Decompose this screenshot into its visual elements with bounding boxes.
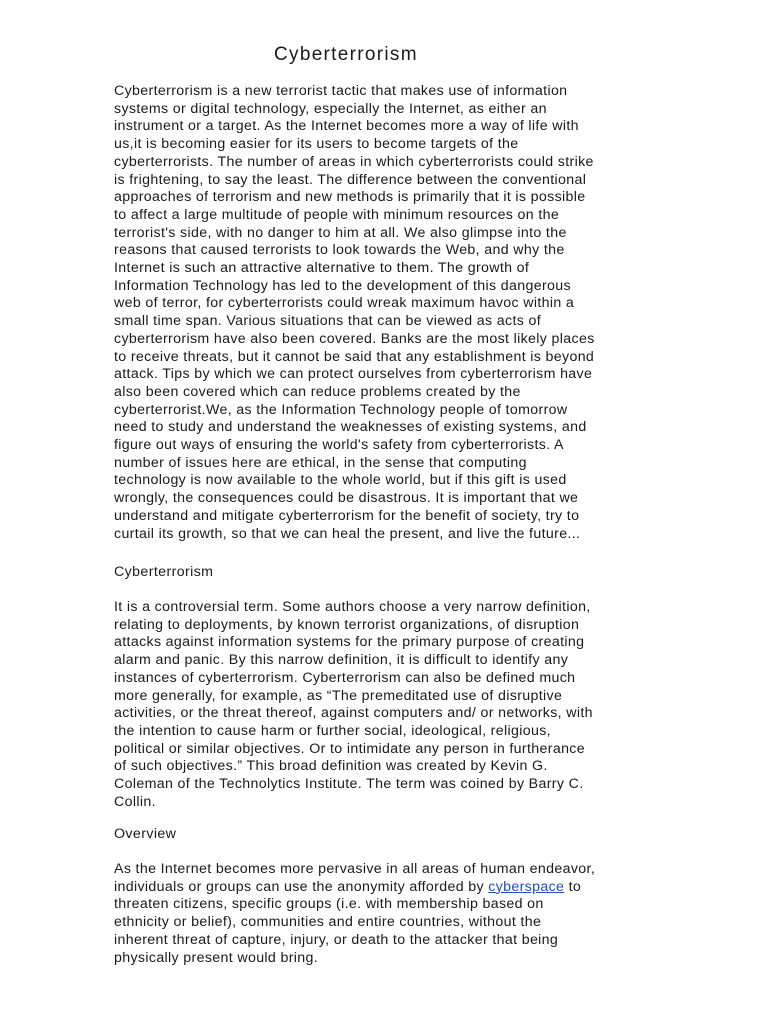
text-line: curtail its growth, so that we can heal the present, and live the future... <box>114 525 581 542</box>
text-line: instrument or a target. As the Internet becomes more a way of life with <box>114 118 579 135</box>
text-line: alarm and panic. By this narrow definition, it is difficult to identify any <box>114 652 569 669</box>
text-line: It is a controversial term. Some authors choose a very narrow definition, <box>114 599 591 615</box>
text-line: approaches of terrorism and new methods is primarily that it is possible <box>114 189 586 206</box>
text-fragment: individuals or groups can use the anonymity afforded by <box>114 878 489 895</box>
cyberspace-link[interactable]: cyberspace <box>488 878 565 895</box>
text-line: threaten citizens, specific groups (i.e. with membership based on <box>114 896 544 913</box>
text-line: understand and mitigate cyberterrorism for the benefit of society, try to <box>114 507 580 524</box>
text-line: web of terror, for cyberterrorists could wreak maximum havoc within a <box>114 295 575 312</box>
text-line: cyberterrorist.We, as the Information Technology people of tomorrow <box>114 401 568 418</box>
text-line: terrorist's side, with no danger to him at all. We also glimpse into the <box>114 224 567 241</box>
text-line: activities, or the threat thereof, against computers and/ or networks, with <box>114 705 593 722</box>
text-line: cyberterrorists. The number of areas in which cyberterrorists could strike <box>114 153 594 170</box>
definition-paragraph <box>114 599 593 811</box>
text-line: number of issues here are ethical, in the sense that computing <box>114 454 527 471</box>
text-line: As the Internet becomes more pervasive in all areas of human endeavor, <box>114 861 596 877</box>
overview-paragraph <box>114 861 595 967</box>
page-title: Cyberterrorism <box>274 44 418 65</box>
text-line: the intention to cause harm or further social, ideological, religious, <box>114 722 551 739</box>
text-line: also been covered which can reduce problems created by the <box>114 383 521 400</box>
text-line: Information Technology has led to the development of this dangerous <box>114 277 571 294</box>
text-line: inherent threat of capture, injury, or death to the attacker that being <box>114 931 559 948</box>
section-heading-cyberterrorism: Cyberterrorism <box>114 564 214 580</box>
text-line: Internet is such an attractive alternative to them. The growth of <box>114 260 530 277</box>
text-line: attack. Tips by which we can protect ourselves from cyberterrorism have <box>114 366 593 383</box>
text-line: systems or digital technology, especially the Internet, as either an <box>114 100 547 117</box>
text-line: Coleman of the Technolytics Institute. The term was coined by Barry C. <box>114 776 584 793</box>
text-line: of such objectives.” This broad definition was created by Kevin G. <box>114 758 548 775</box>
text-fragment: to <box>564 878 582 895</box>
text-line: ethnicity or belief), communities and entire countries, without the <box>114 914 542 931</box>
text-line: attacks against information systems for the primary purpose of creating <box>114 634 585 651</box>
text-line: instances of cyberterrorism. Cyberterrorism can also be defined much <box>114 669 576 686</box>
text-line: more generally, for example, as “The premeditated use of disruptive <box>114 687 563 704</box>
text-line: wrongly, the consequences could be disastrous. It is important that we <box>114 490 579 507</box>
text-line: technology is now available to the whole world, but if this gift is used <box>114 472 567 489</box>
text-line: Cyberterrorism is a new terrorist tactic that makes use of information <box>114 83 568 99</box>
text-line: physically present would bring. <box>114 949 319 966</box>
text-line: cyberterrorism have also been covered. Banks are the most likely places <box>114 330 595 347</box>
text-line-with-link <box>114 879 595 897</box>
text-line: to receive threats, but it cannot be said that any establishment is beyond <box>114 348 595 365</box>
text-line: is frightening, to say the least. The difference between the conventional <box>114 171 587 188</box>
text-line: political or similar objectives. Or to intimidate any person in furtherance <box>114 740 585 757</box>
text-line: to affect a large multitude of people with minimum resources on the <box>114 206 560 223</box>
text-line: reasons that caused terrorists to look towards the Web, and why the <box>114 242 565 259</box>
section-heading-overview: Overview <box>114 826 177 842</box>
text-line: small time span. Various situations that can be viewed as acts of <box>114 313 542 330</box>
text-line: need to study and understand the weaknesses of existing systems, and <box>114 419 587 436</box>
text-line: relating to deployments, by known terrorist organizations, of disruption <box>114 616 580 633</box>
text-line: Collin. <box>114 793 156 810</box>
text-line: us,it is becoming easier for its users to become targets of the <box>114 136 519 153</box>
text-line: figure out ways of ensuring the world's safety from cyberterrorists. A <box>114 437 564 454</box>
intro-paragraph <box>114 83 595 543</box>
